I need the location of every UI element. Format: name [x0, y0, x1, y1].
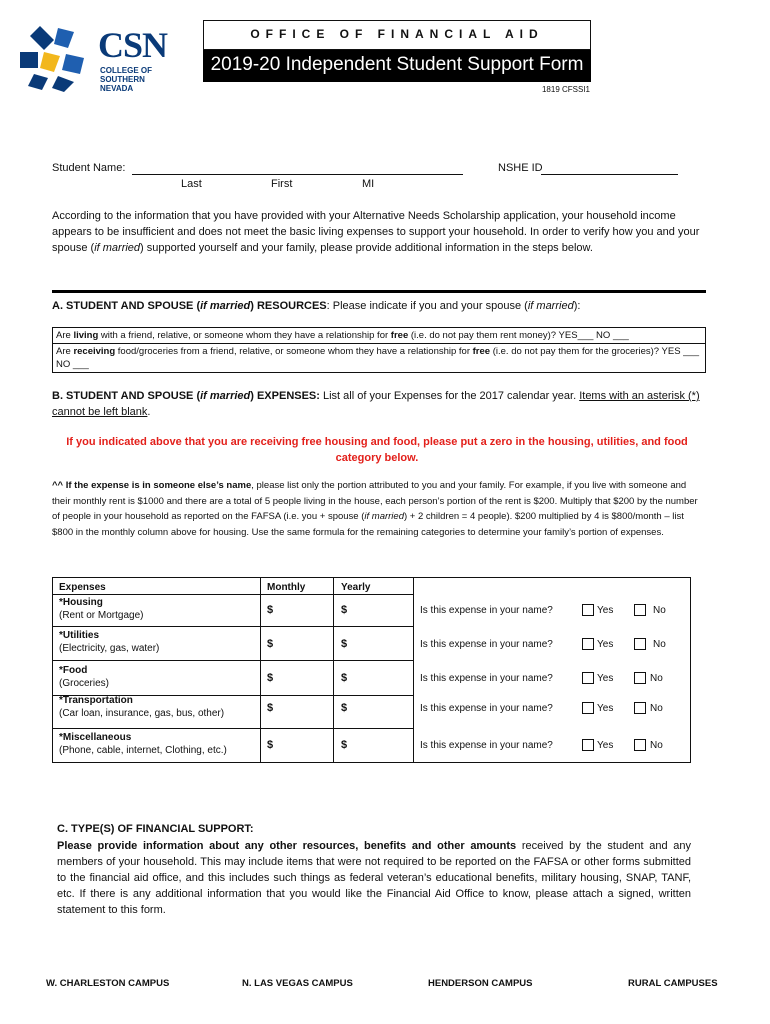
- yearly-input[interactable]: $: [341, 638, 348, 650]
- monthly-input[interactable]: $: [267, 672, 274, 684]
- intro-paragraph: According to the information that you have provided with your Alternative Needs Scholarship application, your household income appears to be insufficient and does not meet the basic living expenses to support your household. In order to verify how you and your spouse (if married) supported yourself and your family, please provide additional information in the steps below.: [52, 210, 700, 254]
- nshe-id-field[interactable]: [541, 174, 678, 175]
- student-name-field[interactable]: [132, 174, 463, 175]
- mi-label: MI: [362, 178, 375, 190]
- expenses-table: Expenses Monthly Yearly *Housing (Rent or Mortgage) $ $ Is this expense in your name? Yes No *Utilities (Electricity, gas, water) $ $ Is this expense in your name? Yes No *Food (Groceries) $ $ Is this expense in your name? Yes No *Transportation (Car loan, insurance, gas, bus, other) $ $ Is this expense in your name? Yes No *Miscellaneous (Phone, cable, internet, Clothing, etc.) $ $ Is this expense in your name? Yes No: [52, 577, 691, 763]
- form-code: 1819 CFSSI1: [541, 85, 590, 94]
- section-divider: [52, 290, 706, 293]
- yes-checkbox[interactable]: [582, 702, 594, 714]
- campus-henderson: HENDERSON CAMPUS: [428, 978, 533, 989]
- yes-checkbox[interactable]: [582, 638, 594, 650]
- no-checkbox[interactable]: [634, 604, 646, 616]
- section-c-paragraph: Please provide information about any other resources, benefits and other amounts received by the student and any members of your household. This may include items that were not required to be reported on the FAFSA or other forms submitted to the financial aid office, and this includes such things as federal veteran’s educational benefits, military housing, SNAP, TANF, etc. If there is any additional information that you would like the Financial Aid Office to know, please attach a signed, written statement to this form.: [57, 840, 691, 916]
- monthly-input[interactable]: $: [267, 604, 274, 616]
- office-heading: OFFICE OF FINANCIAL AID: [203, 20, 591, 50]
- no-checkbox[interactable]: [634, 672, 646, 684]
- first-label: First: [271, 178, 293, 190]
- star-logo-icon: [14, 22, 98, 92]
- student-name-label: Student Name:: [52, 162, 126, 174]
- section-b-heading: B. STUDENT AND SPOUSE (if married) EXPENSES: List all of your Expenses for the 2017 calendar year. Items with an asterisk (*) cannot be left blank.: [52, 390, 700, 418]
- resources-row-food[interactable]: Are receiving food/groceries from a friend, relative, or someone whom they have a relationship for free (i.e. do not pay them for the groceries)? YES ___ NO ___: [53, 343, 705, 372]
- csn-logo: [14, 22, 174, 92]
- campus-n-las-vegas: N. LAS VEGAS CAMPUS: [242, 978, 353, 989]
- campus-w-charleston: W. CHARLESTON CAMPUS: [46, 978, 170, 989]
- yearly-input[interactable]: $: [341, 702, 348, 714]
- yes-checkbox[interactable]: [582, 739, 594, 751]
- no-checkbox[interactable]: [634, 702, 646, 714]
- section-a-heading: A. STUDENT AND SPOUSE (if married) RESOURCES: Please indicate if you and your spouse (if married):: [52, 300, 581, 312]
- resources-table: [52, 327, 706, 373]
- section-c-heading: C. TYPE(S) OF FINANCIAL SUPPORT:: [57, 823, 254, 835]
- nshe-id-label: NSHE ID: [498, 162, 543, 174]
- col-header-yearly: Yearly: [341, 582, 371, 593]
- yearly-input[interactable]: $: [341, 739, 348, 751]
- yes-checkbox[interactable]: [582, 672, 594, 684]
- monthly-input[interactable]: $: [267, 638, 274, 650]
- logo-text: CSN: [98, 25, 168, 65]
- resources-row-living[interactable]: Are living with a friend, relative, or someone whom they have a relationship for free (i.e. do not pay them rent money)? YES___ NO ___: [56, 330, 629, 341]
- campus-rural: RURAL CAMPUSES: [628, 978, 718, 989]
- last-label: Last: [181, 178, 202, 190]
- no-checkbox[interactable]: [634, 638, 646, 650]
- form-title: 2019-20 Independent Student Support Form: [203, 50, 591, 82]
- col-header-monthly: Monthly: [267, 582, 306, 593]
- monthly-input[interactable]: $: [267, 702, 274, 714]
- yearly-input[interactable]: $: [341, 604, 348, 616]
- logo-subtitle: COLLEGE OF SOUTHERN NEVADA: [100, 66, 152, 93]
- col-header-expenses: Expenses: [59, 582, 106, 593]
- expense-explanation: ^^ If the expense is in someone else’s name, please list only the portion attributed to you and your family. For example, if you live with someone and their monthly rent is $1000 and there are a total of 5 people living in the house, each person’s portion of the rent is $200. Multiply that $200 by the number of people in your household as reported on the FAFSA (i.e. you + spouse (if married) + 2 children = 4 people). $200 multiplied by 4 is $800/month – list $800 in the monthly column above for housing. Use the same formula for the remaining categories to determine your family’s portion of expenses.: [52, 480, 698, 538]
- yearly-input[interactable]: $: [341, 672, 348, 684]
- no-checkbox[interactable]: [634, 739, 646, 751]
- red-instruction: If you indicated above that you are receiving free housing and food, please put a zero in the housing, utilities, and food category below.: [66, 436, 688, 464]
- yes-checkbox[interactable]: [582, 604, 594, 616]
- monthly-input[interactable]: $: [267, 739, 274, 751]
